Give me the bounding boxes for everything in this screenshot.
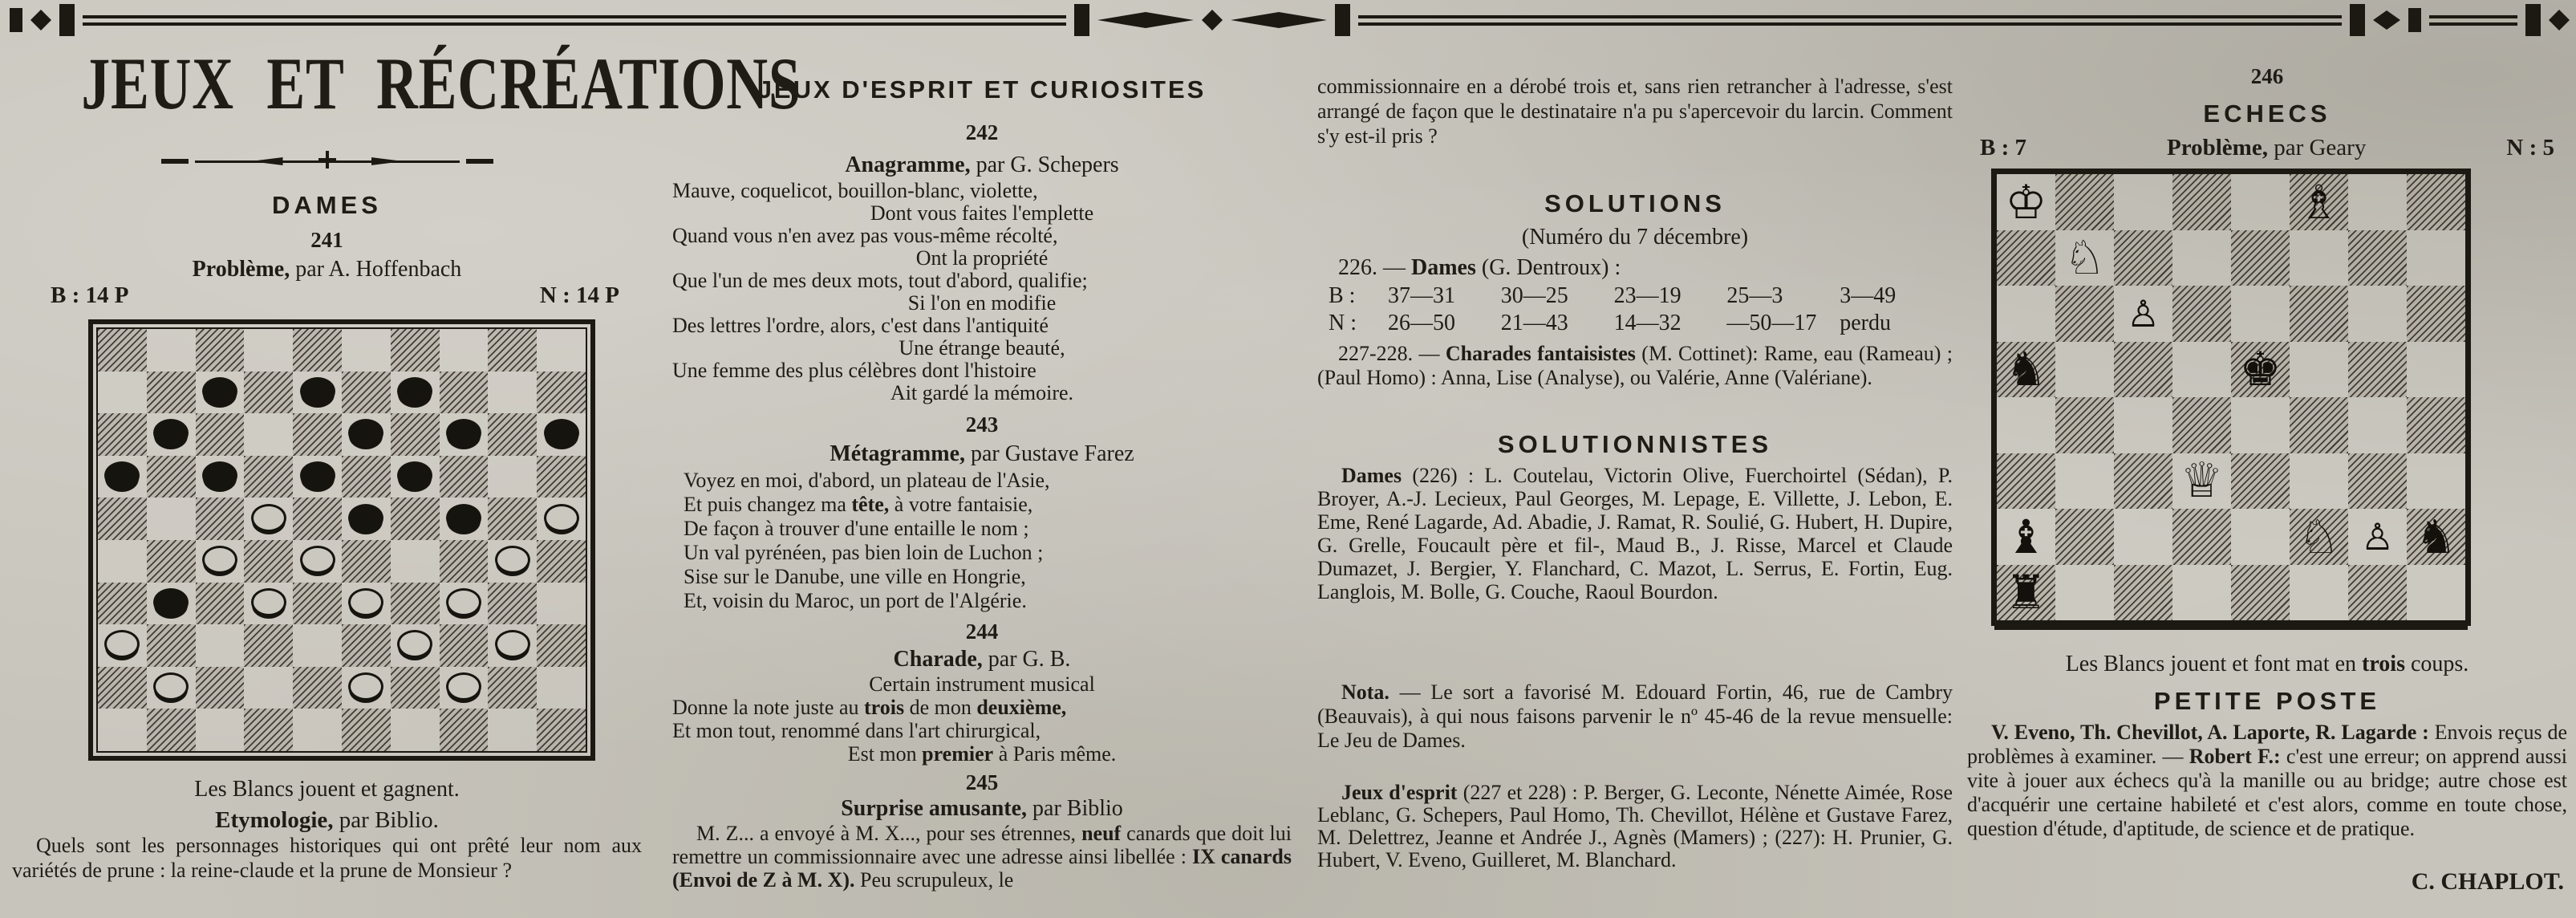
solution-move: 37—31 [1388, 283, 1455, 308]
chess-board [1997, 174, 2465, 620]
checkers-square [293, 583, 342, 625]
signature: C. CHAPLOT. [2411, 868, 2564, 895]
checkers-square [196, 540, 245, 583]
charade-number: 244 [965, 619, 999, 644]
solutionnistes-heading: SOLUTIONNISTES [1497, 430, 1773, 458]
chess-square [2290, 509, 2348, 565]
checkers-square [98, 329, 147, 372]
checkers-square [244, 329, 293, 372]
chess-square [1997, 286, 2055, 342]
chess-square [2231, 509, 2290, 565]
chess-square [2348, 509, 2407, 565]
checkers-square [537, 624, 586, 667]
dames-piece-counts [12, 282, 642, 309]
checkers-square [98, 709, 147, 751]
chess-square [2172, 342, 2231, 398]
poem-line: Si l'on en modifie [907, 291, 1057, 315]
chess-board-frame [1991, 169, 2471, 626]
chess-square [2114, 397, 2172, 453]
poem-line: De façon à trouver d'une entaille le nom ; [684, 517, 1029, 540]
ornament-dash-icon [161, 159, 189, 164]
surprise-text-continuation: commissionnaire en a dérobé trois et, sans rien retrancher à l'adresse, s'est arrangé de façon que le destinataire n'a pu s'apercevoir du larcin. Comment s'y est-il pris ? [1317, 75, 1953, 148]
checkers-square [488, 709, 537, 751]
checkers-square [244, 413, 293, 456]
chess-square [2290, 453, 2348, 510]
white-bishop-piece: ♗ [2298, 174, 2340, 229]
surprise-text: M. Z... a envoyé à M. X..., pour ses étrennes, neuf canards que doit lui remettre un commissionnaire avec une adresse ainsi libellée : IX canards (Envoi de Z à M. X). Peu scrupuleux, le [672, 822, 1292, 892]
solutions-column [1317, 0, 1953, 918]
white-checker-piece [251, 504, 286, 532]
checkers-square [391, 372, 440, 414]
white-queen-piece: ♕ [2180, 453, 2224, 510]
checkers-square [488, 498, 537, 540]
checkers-square [537, 709, 586, 751]
poem-line: Voyez en moi, d'abord, un plateau de l'Asie, [684, 469, 1050, 492]
checkers-square [98, 372, 147, 414]
chess-square [2172, 230, 2231, 286]
solutionnistes-esprit-text: Jeux d'esprit (227 et 228) : P. Berger, G. Leconte, Nénette Aimée, Rose Leblanc, G. Schepers, Paul Homo, Th. Chevillot, Hélène et Gustave Farez, M. Delettrez, Jeanne et Andrée J., Agnès (Mamers) ; (227): H. Prunier, G. Hubert, V. Eveno, Guilleret, M. Blanchard. [1317, 781, 1953, 871]
checkers-square [391, 624, 440, 667]
checkers-square [147, 329, 196, 372]
chess-square [2348, 342, 2407, 398]
checkers-square [98, 413, 147, 456]
white-checker-piece [153, 672, 189, 701]
white-checker-piece [544, 504, 579, 532]
checkers-square [147, 413, 196, 456]
checkers-square [147, 540, 196, 583]
chess-square [1997, 230, 2055, 286]
checkers-square [440, 583, 489, 625]
checkers-square [147, 456, 196, 498]
chess-square [2290, 342, 2348, 398]
charade-poem [672, 672, 1292, 766]
echecs-problem-number: 246 [2250, 64, 2284, 88]
checkers-square [537, 456, 586, 498]
dames-problem-number: 241 [310, 228, 343, 252]
chess-square [2407, 509, 2465, 565]
echecs-white-count: B : 7 [1980, 135, 2026, 160]
etymologie-heading: Etymologie, par Biblio. [215, 807, 439, 833]
white-checker-piece [495, 630, 530, 658]
echecs-column [1967, 0, 2567, 918]
poem-line: Certain instrument musical [869, 672, 1095, 696]
chess-square [2348, 286, 2407, 342]
chess-square [2231, 286, 2290, 342]
chess-square [2348, 565, 2407, 621]
checkers-square [293, 413, 342, 456]
checkers-square [537, 413, 586, 456]
checkers-square [537, 540, 586, 583]
solutions-heading: SOLUTIONS [1544, 189, 1726, 217]
chess-square [2231, 230, 2290, 286]
white-checker-piece [202, 546, 237, 574]
solution-move: —50—17 [1726, 311, 1817, 335]
checkers-square [98, 667, 147, 709]
checkers-square [391, 413, 440, 456]
checkers-square [196, 456, 245, 498]
checkers-square [391, 540, 440, 583]
checkers-square [342, 456, 391, 498]
checkers-square [391, 498, 440, 540]
checkers-square [488, 624, 537, 667]
checkers-square [196, 624, 245, 667]
checkers-square [244, 624, 293, 667]
checkers-square [98, 624, 147, 667]
chess-square [2348, 453, 2407, 510]
checkers-square [440, 372, 489, 414]
checkers-square [293, 540, 342, 583]
checkers-square [196, 372, 245, 414]
solution-move: 30—25 [1500, 283, 1568, 308]
checkers-square [147, 583, 196, 625]
black-checker-piece [153, 419, 189, 447]
checkers-square [196, 413, 245, 456]
white-knight-piece: ♘ [2298, 509, 2340, 564]
poem-line: Ait gardé la mémoire. [890, 381, 1074, 404]
chess-square [2172, 397, 2231, 453]
checkers-square [488, 583, 537, 625]
white-checker-piece [495, 546, 530, 574]
chess-square [1997, 453, 2055, 510]
ornament-cross-icon [318, 158, 336, 161]
chess-square [1997, 509, 2055, 565]
jeux-desprit-column [672, 0, 1292, 918]
checkers-square [196, 583, 245, 625]
solution-charades-text: 227-228. — Charades fantaisistes (M. Cottinet): Rame, eau (Rameau) ; (Paul Homo) : Anna, Lise (Analyse), ou Valérie, Anne (Valériane). [1317, 342, 1953, 389]
white-checker-piece [251, 588, 286, 616]
white-checker-piece [446, 588, 481, 616]
solution-move: B : [1329, 283, 1356, 308]
metagramme-poem [672, 469, 1292, 613]
white-checker-piece [348, 672, 383, 701]
black-checker-piece [397, 377, 432, 405]
ornament-dash-icon [466, 159, 493, 164]
chess-square [2114, 453, 2172, 510]
checkers-square [391, 456, 440, 498]
chess-square [2172, 565, 2231, 621]
checkers-square [391, 329, 440, 372]
solution-move: 3—49 [1840, 283, 1897, 308]
echecs-heading: ECHECS [2203, 100, 2331, 128]
chess-square [2407, 453, 2465, 510]
checkers-square [342, 583, 391, 625]
chess-square [1997, 342, 2055, 398]
chess-square [2290, 565, 2348, 621]
dames-black-count: N : 14 P [539, 282, 619, 308]
solution-move: 21—43 [1500, 311, 1568, 335]
anagramme-byline: Anagramme, par G. Schepers [845, 152, 1119, 177]
checkers-square [440, 329, 489, 372]
solution-move: 25—3 [1726, 283, 1783, 308]
poem-line: Dont vous faites l'emplette [870, 201, 1094, 225]
poem-line: Sise sur le Danube, une ville en Hongrie, [684, 565, 1026, 588]
checkers-square [293, 456, 342, 498]
poem-line: Est mon premier à Paris même. [847, 742, 1117, 766]
chess-square [2055, 565, 2114, 621]
checkers-square [293, 329, 342, 372]
poem-line: Quand vous n'en avez pas vous-même récolté, [672, 224, 1058, 247]
chess-square [2231, 453, 2290, 510]
white-knight-piece: ♘ [2063, 230, 2106, 286]
checkers-square [488, 540, 537, 583]
checkers-square [293, 498, 342, 540]
chess-square [2114, 509, 2172, 565]
anagramme-poem [672, 180, 1292, 404]
checkers-square [440, 540, 489, 583]
echecs-black-count: N : 5 [2506, 135, 2554, 160]
jeux-desprit-heading: JEUX D'ESPRIT ET CURIOSITES [757, 75, 1207, 104]
checkers-square [293, 624, 342, 667]
checkers-square [342, 498, 391, 540]
chess-square [2055, 509, 2114, 565]
black-checker-piece [397, 461, 432, 489]
checkers-square [244, 456, 293, 498]
poem-line: Et mon tout, renommé dans l'art chirurgical, [672, 719, 1041, 742]
poem-line: Une étrange beauté, [899, 336, 1065, 359]
black-checker-piece [348, 504, 383, 532]
white-pawn-piece: ♙ [2360, 514, 2395, 559]
solution-move: 14—32 [1613, 311, 1681, 335]
solution-move-row [1329, 282, 1953, 310]
chess-square [2114, 230, 2172, 286]
checkers-square [147, 372, 196, 414]
checkers-square [537, 372, 586, 414]
checkers-square [342, 329, 391, 372]
dames-column [12, 0, 801, 918]
chess-square [2172, 453, 2231, 510]
black-checker-piece [544, 419, 579, 447]
anagramme-number: 242 [965, 120, 999, 144]
ornament-arrow-icon [371, 157, 404, 165]
black-checker-piece [300, 377, 335, 405]
chess-square [2231, 342, 2290, 398]
checkers-square [342, 624, 391, 667]
checkers-square [488, 456, 537, 498]
black-knight-piece: ♞ [2005, 342, 2047, 397]
checkers-square [147, 624, 196, 667]
poem-line: Donne la note juste au trois de mon deuxième, [672, 696, 1067, 719]
white-checker-piece [300, 546, 335, 574]
chess-square [2055, 286, 2114, 342]
chess-square [2407, 230, 2465, 286]
checkers-square [244, 540, 293, 583]
checkers-square [196, 329, 245, 372]
poem-line: Un val pyrénéen, pas bien loin de Luchon ; [684, 541, 1044, 564]
chess-square [1997, 565, 2055, 621]
black-knight-piece: ♞ [2415, 509, 2457, 564]
dames-white-count: B : 14 P [51, 282, 129, 308]
white-king-piece: ♔ [2005, 174, 2047, 229]
page-title: JEUX ET RÉCRÉATIONS [81, 43, 801, 124]
black-rook-piece: ♜ [2005, 565, 2047, 620]
chess-square [2407, 565, 2465, 621]
checkers-square [440, 413, 489, 456]
chess-square [2290, 230, 2348, 286]
echecs-problem-byline: Problème, par Geary [2167, 135, 2367, 160]
solution-move: 26—50 [1388, 311, 1455, 335]
dames-problem-byline: Problème, par A. Hoffenbach [192, 257, 462, 282]
chess-square [2172, 174, 2231, 230]
chess-square [2172, 286, 2231, 342]
chess-square [2290, 286, 2348, 342]
chess-square [1997, 397, 2055, 453]
checkers-square [342, 372, 391, 414]
chess-square [2407, 286, 2465, 342]
black-checker-piece [104, 461, 140, 489]
checkers-square [440, 498, 489, 540]
checkers-square [244, 709, 293, 751]
checkers-square [98, 540, 147, 583]
white-checker-piece [348, 588, 383, 616]
black-checker-piece [348, 419, 383, 447]
masthead-ornament-divider [195, 151, 460, 172]
checkers-square [293, 709, 342, 751]
chess-square [2290, 397, 2348, 453]
checkers-square [147, 667, 196, 709]
checkers-square [488, 667, 537, 709]
black-checker-piece [153, 588, 189, 616]
chess-square [2348, 230, 2407, 286]
solution-dames-label: 226. — Dames (G. Dentroux) : [1338, 255, 1621, 280]
chess-square [2348, 397, 2407, 453]
chess-square [2172, 509, 2231, 565]
dames-section-heading: DAMES [272, 191, 382, 219]
surprise-number: 245 [965, 770, 999, 794]
checkers-square [391, 583, 440, 625]
checkers-square [440, 624, 489, 667]
black-checker-piece [446, 504, 481, 532]
chess-square [2055, 230, 2114, 286]
checkers-square [440, 456, 489, 498]
checkers-square [342, 667, 391, 709]
black-checker-piece [202, 377, 237, 405]
poem-line: Et puis changez ma tête, à votre fantaisie, [684, 493, 1033, 516]
checkers-square [391, 667, 440, 709]
chess-square [2114, 342, 2172, 398]
solutionnistes-dames-text: Dames (226) : L. Coutelau, Victorin Olive, Fuerchoirtel (Sédan), P. Broyer, A.-J. Lecieux, Paul Georges, M. Lepage, E. Villette, J. Lebon, E. Eme, René Lagarde, Ad. Abadie, J. Ramat, R. Soulié, G. Hubert, H. Dupire, G. Grelle, Foucault père et fil-, Maud B., J. Risse, Marcel et Claude Dumazet, J. Bergier, Y. Flanchard, C. Mazot, L. Serrus, E. Fortin, Eug. Langlois, M. Bolle, G. Couche, Raoul Bourdon. [1317, 464, 1953, 603]
poem-line: Mauve, coquelicot, bouillon-blanc, violette, [672, 179, 1038, 202]
checkers-square [196, 498, 245, 540]
solution-dames-moves [1317, 282, 1953, 337]
black-checker-piece [202, 461, 237, 489]
solution-move: N : [1329, 311, 1357, 335]
checkers-square [537, 583, 586, 625]
dames-caption: Les Blancs jouent et gagnent. [194, 777, 460, 802]
checkers-square [98, 456, 147, 498]
chess-square [2348, 174, 2407, 230]
checkers-square [440, 667, 489, 709]
black-king-piece: ♚ [2239, 342, 2282, 397]
chess-square [2055, 397, 2114, 453]
white-checker-piece [104, 630, 140, 658]
checkers-square [342, 709, 391, 751]
checkers-square [488, 413, 537, 456]
solutions-subheading: (Numéro du 7 décembre) [1521, 225, 1749, 250]
poem-line: Une femme des plus célèbres dont l'histoire [672, 359, 1036, 382]
poem-line: Et, voisin du Maroc, un port de l'Algérie. [684, 589, 1027, 612]
poem-line: Des lettres l'ordre, alors, c'est dans l'antiquité [672, 314, 1049, 337]
nota-text: Nota. — Le sort a favorisé M. Edouard Fortin, 46, rue de Cambry (Beauvais), à qui nous faisons parvenir le nº 45-46 de la revue mensuelle: Le Jeu de Dames. [1317, 680, 1953, 752]
chess-square [2114, 565, 2172, 621]
chess-square [2407, 397, 2465, 453]
chess-square [2055, 453, 2114, 510]
white-checker-piece [446, 672, 481, 701]
ornament-arrow-icon [251, 157, 283, 165]
checkers-square [342, 540, 391, 583]
checkers-square [537, 667, 586, 709]
checkers-square [98, 583, 147, 625]
chess-square [2055, 342, 2114, 398]
chess-square [2114, 174, 2172, 230]
chess-square [2055, 174, 2114, 230]
petite-poste-text: V. Eveno, Th. Chevillot, A. Laporte, R. Lagarde : Envois reçus de problèmes à examiner. — Robert F.: c'est une erreur; on apprend aussi vite à jouer aux échecs qu'à la manille ou au bridge; autre chose est d'acquérir une certaine habileté et c'est alors, comme en toute chose, question d'étude, d'aptitude, de science et de pratique. [1967, 721, 2567, 840]
echecs-problem-line [1967, 135, 2567, 161]
checkers-board-frame [88, 319, 595, 761]
surprise-byline: Surprise amusante, par Biblio [841, 796, 1123, 821]
checkers-square [98, 498, 147, 540]
metagramme-byline: Métagramme, par Gustave Farez [830, 441, 1134, 466]
poem-line: Ont la propriété [915, 246, 1049, 270]
checkers-square [147, 498, 196, 540]
chess-square [2231, 565, 2290, 621]
solution-move: perdu [1840, 311, 1891, 335]
checkers-square [147, 709, 196, 751]
poem-line: Que l'un de mes deux mots, tout d'abord, qualifie; [672, 269, 1088, 292]
checkers-square [440, 709, 489, 751]
white-pawn-piece: ♙ [2126, 291, 2160, 335]
chess-square [1997, 174, 2055, 230]
petite-poste-heading: PETITE POSTE [2153, 687, 2381, 715]
checkers-square [244, 372, 293, 414]
checkers-square [391, 709, 440, 751]
black-checker-piece [300, 461, 335, 489]
solution-move: 23—19 [1613, 283, 1681, 308]
checkers-square [244, 667, 293, 709]
echecs-caption: Les Blancs jouent et font mat en trois coups. [2065, 652, 2469, 676]
charade-byline: Charade, par G. B. [893, 647, 1071, 672]
checkers-square [244, 583, 293, 625]
black-checker-piece [446, 419, 481, 447]
chess-square [2114, 286, 2172, 342]
chess-square [2290, 174, 2348, 230]
checkers-square [488, 372, 537, 414]
etymologie-text: Quels sont les personnages historiques qui ont prêté leur nom aux variétés de prune : la reine-claude et la prune de Monsieur ? [12, 834, 642, 882]
checkers-square [293, 667, 342, 709]
checkers-board [98, 329, 586, 751]
checkers-square [342, 413, 391, 456]
checkers-square [196, 667, 245, 709]
chess-square [2407, 174, 2465, 230]
chess-square [2231, 174, 2290, 230]
chess-square [2407, 342, 2465, 398]
metagramme-number: 243 [965, 412, 999, 437]
checkers-square [537, 498, 586, 540]
white-checker-piece [397, 630, 432, 658]
checkers-square [293, 372, 342, 414]
black-bishop-piece: ♝ [2005, 509, 2047, 564]
solution-move-row [1329, 310, 1953, 337]
checkers-square [196, 709, 245, 751]
checkers-square [537, 329, 586, 372]
checkers-square [244, 498, 293, 540]
chess-square [2231, 397, 2290, 453]
checkers-square [488, 329, 537, 372]
